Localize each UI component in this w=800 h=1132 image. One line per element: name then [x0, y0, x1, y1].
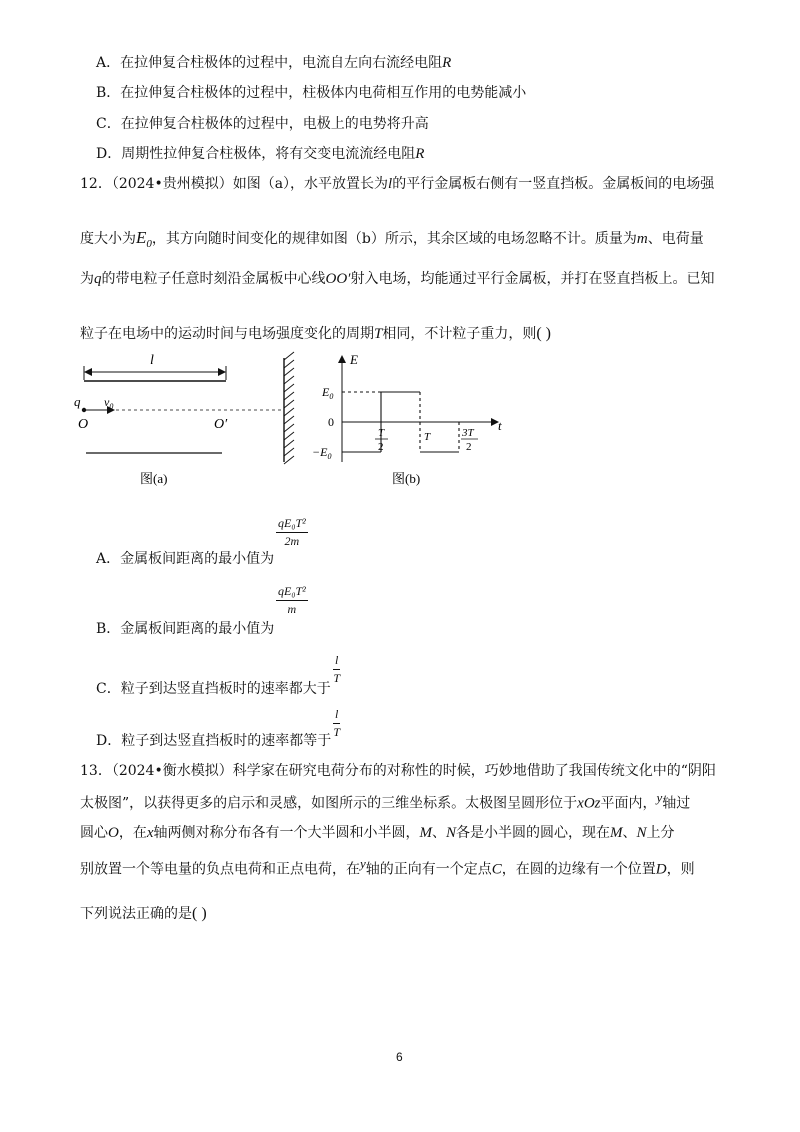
figure-a — [74, 352, 294, 486]
q12-figures — [70, 350, 520, 495]
q12-line-1: 12．（2024•贵州模拟）如图（a），水平放置长为l的平行金属板右侧有一竖直挡板。金属板间的电场强 — [80, 176, 715, 192]
q13-line-4: 别放置一个等电量的负点电荷和正点电荷，在$^y$轴的正向有一个定点C，在圆的边缘有一个位置D，则 — [80, 856, 695, 878]
t-half-den: 2 — [378, 441, 384, 453]
zero-label: 0 — [328, 415, 334, 429]
point-O-label: O — [78, 417, 89, 432]
q13-line-1: 13．（2024•衡水模拟）科学家在研究电荷分布的对称性的时候，巧妙地借助了我国传统文化中的“阴阳 — [80, 763, 716, 779]
q11-option-b: B．在拉伸复合柱极体的过程中，柱极体内电荷相互作用的电势能减小 — [96, 85, 527, 101]
q12-option-c: C．粒子到达竖直挡板时的速率都大于 — [96, 681, 331, 697]
neg-e0-label: $-E_0$ — [312, 445, 332, 461]
q11-option-c: C．在拉伸复合柱极体的过程中，电极上的电势将升高 — [96, 116, 429, 132]
page-number: 6 — [396, 1050, 403, 1064]
figure-b — [312, 352, 502, 486]
particle-dot — [82, 408, 86, 412]
velocity-label: $v_0$ — [104, 395, 114, 411]
t-axis-label: t — [498, 418, 502, 433]
figure-a-caption: 图(a) — [140, 471, 168, 486]
q12-option-b: B．金属板间距离的最小值为 — [96, 621, 275, 637]
charge-label: q — [74, 394, 81, 409]
q12-option-b-fraction: qE₀T² m — [278, 584, 306, 616]
q13-line-5: 下列说法正确的是( ) — [80, 905, 207, 922]
e-axis-label: E — [350, 352, 358, 367]
baffle-hatching — [284, 352, 294, 464]
q12-option-a-fraction: qE₀T² 2m — [278, 516, 306, 548]
q13-line-2: 太极图”，以获得更多的启示和灵感，如图所示的三维坐标系。太极图呈圆形位于xOz平面内，$^y$轴过 — [80, 790, 691, 812]
point-O-prime-label: O′ — [214, 417, 228, 432]
q12-option-d: D．粒子到达竖直挡板时的速率都等于 — [96, 733, 332, 749]
q11-option-d: D．周期性拉伸复合柱极体，将有交变电流流经电阻R — [96, 146, 425, 162]
q12-option-a: A．金属板间距离的最小值为 — [96, 551, 275, 567]
length-label: l — [150, 353, 154, 368]
q12-line-2: 度大小为$E_0$，其方向随时间变化的规律如图（b）所示，其余区域的电场忽略不计。质量为m、电荷量 — [80, 228, 704, 250]
q11-option-a: A．在拉伸复合柱极体的过程中，电流自左向右流经电阻R — [96, 55, 452, 71]
q12-line-4: 粒子在电场中的运动时间与电场强度变化的周期T相同，不计粒子重力，则( ) — [80, 325, 551, 342]
q12-option-d-fraction: l T — [333, 707, 341, 739]
figure-b-caption: 图(b) — [392, 471, 421, 486]
e0-label: $E_0$ — [322, 385, 334, 401]
t-three-half-den: 2 — [466, 441, 472, 453]
q12-option-c-fraction: l T — [333, 653, 341, 685]
q13-line-3: 圆心O，在x轴两侧对称分布各有一个大半圆和小半圆，M、N各是小半圆的圆心，现在M、N上分 — [80, 825, 675, 841]
t-three-half-num: 3T — [462, 427, 474, 439]
t-full-label: T — [424, 431, 431, 443]
t-half-num: T — [378, 427, 385, 439]
q12-line-3: 为q的带电粒子任意时刻沿金属板中心线OO′射入电场，均能通过平行金属板，并打在竖直挡板上。已知 — [80, 271, 715, 287]
